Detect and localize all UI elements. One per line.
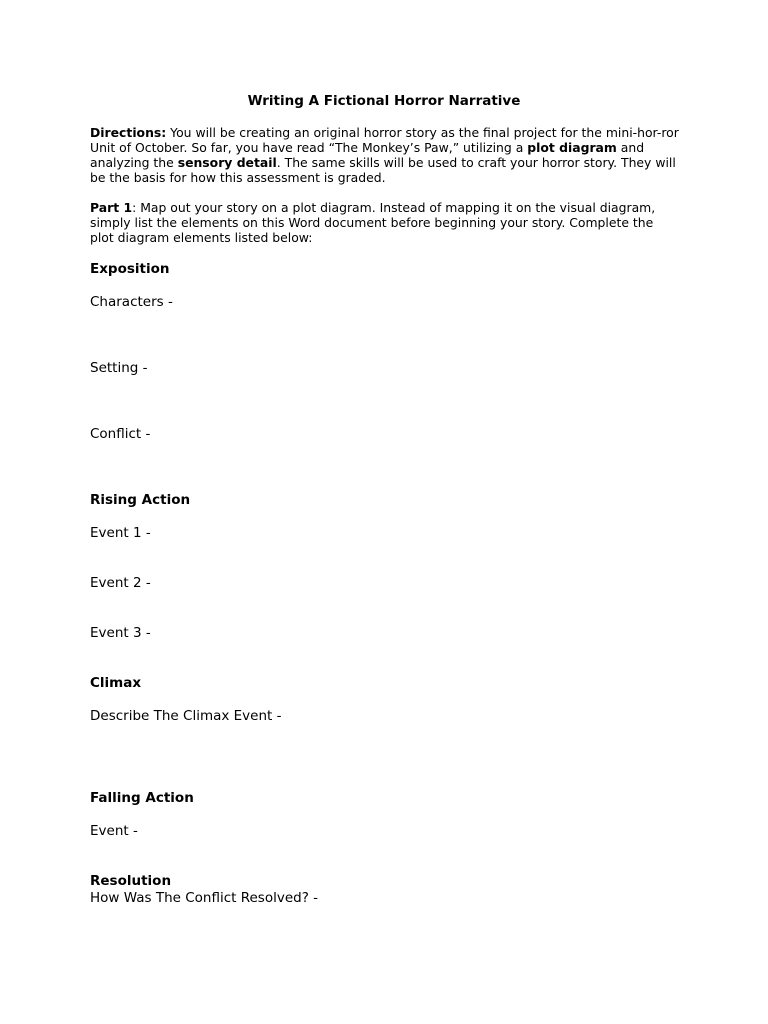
plot-diagram-term: plot diagram <box>527 140 617 155</box>
exposition-heading: Exposition <box>90 261 170 277</box>
sensory-detail-term: sensory detail <box>177 155 277 170</box>
climax-event-field: Describe The Climax Event - <box>90 708 282 724</box>
part1-label: Part 1 <box>90 200 133 215</box>
rising-action-heading: Rising Action <box>90 492 191 508</box>
resolution-heading: Resolution <box>90 873 172 889</box>
falling-action-heading: Falling Action <box>90 790 194 806</box>
rising-event-1-field: Event 1 - <box>90 525 151 541</box>
directions-text-3: . The same skills will be used to craft your horror story. They will be the basis for how this assessment is graded. <box>90 155 676 185</box>
part1-paragraph <box>90 200 680 245</box>
part1-text: : Map out your story on a plot diagram. Instead of mapping it on the visual diagram, simply list the elements on this Word document before beginning your story. Complete the plot diagram elements listed below: <box>90 200 656 245</box>
document-title: Writing A Fictional Horror Narrative <box>247 93 521 109</box>
climax-heading: Climax <box>90 675 142 691</box>
characters-field: Characters - <box>90 294 173 310</box>
directions-text-2: and analyzing the <box>90 140 645 170</box>
directions-text-1: You will be creating an original horror story as the final project for the mini-hor-ror Unit of October. So far, you have read “The Monkey’s Paw,” utilizing a <box>90 125 679 155</box>
directions-paragraph <box>90 125 680 185</box>
rising-event-2-field: Event 2 - <box>90 575 151 591</box>
resolution-question-field: How Was The Conflict Resolved? - <box>90 890 319 906</box>
rising-event-3-field: Event 3 - <box>90 625 151 641</box>
falling-event-field: Event - <box>90 823 138 839</box>
conflict-field: Conflict - <box>90 426 151 442</box>
setting-field: Setting - <box>90 360 148 376</box>
directions-label: Directions: <box>90 125 167 140</box>
